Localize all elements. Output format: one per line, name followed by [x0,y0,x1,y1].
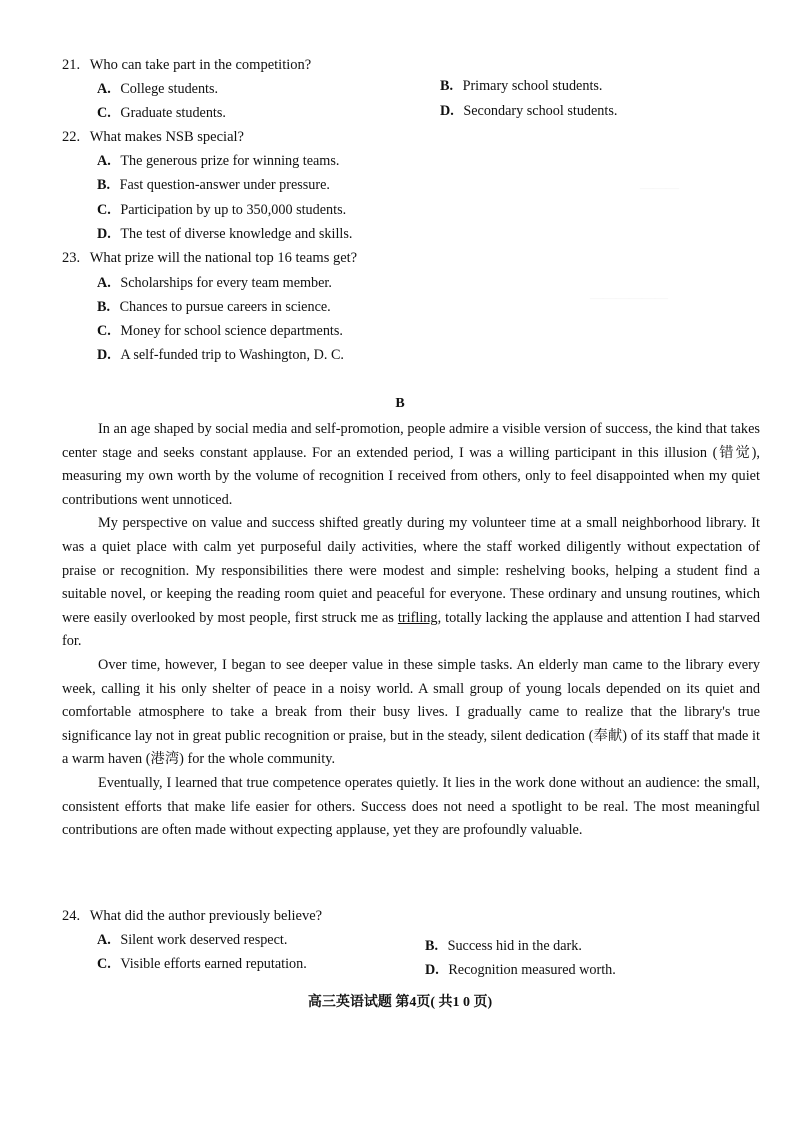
question-text: What prize will the national top 16 teams get? [89,250,358,266]
option-label: C. [97,202,111,218]
option-label: D. [97,347,111,363]
option-text: Visible efforts earned reputation. [120,956,307,972]
option-label: A. [97,932,111,948]
question-number: 24. [62,908,81,924]
option-b[interactable] [97,177,330,194]
option-text: The generous prize for winning teams. [120,153,340,169]
option-label: C. [97,956,111,972]
paragraph-text: My perspective on value and success shifted greatly during my volunteer time at a small neighborhood library. It was a quiet place with calm yet purposeful daily activities, where the staff worked diligently without expectation of praise or recognition. My responsibilities there were modest and simple: reshelving books, helping a student find a suitable novel, or keeping the reading room quiet and peaceful for everyone. These ordinary and unsung routines, which were easily overlooked by most people, first struck me as [62,515,760,626]
option-label: D. [425,962,439,978]
passage-paragraph: In an age shaped by social media and self-promotion, people admire a visible version of success, the kind that takes center stage and seeks constant applause. For an extended period, I was a willing participant in this illusion (错觉), measuring my own worth by the volume of recognition I received from others, only to feel disappointed when my quiet contributions went unnoticed. [62,421,760,508]
option-label: D. [440,103,454,119]
question-text: What did the author previously believe? [89,908,323,924]
option-label: C. [97,323,111,339]
option-text: Recognition measured worth. [448,962,616,978]
option-text: Chances to pursue careers in science. [119,299,331,315]
paragraph-text: , totally lacking the applause and attention I had starved for. [62,609,760,650]
option-a[interactable] [97,81,218,98]
option-text: Secondary school students. [463,103,618,119]
option-label: A. [97,153,111,169]
option-text: Silent work deserved respect. [120,932,288,948]
option-label: B. [440,78,454,94]
question-stem [62,129,244,146]
option-a[interactable] [97,932,287,949]
option-label: B. [97,299,111,315]
option-text: A self-funded trip to Washington, D. C. [120,347,344,363]
question-stem [62,250,357,267]
section-title: B [395,396,405,411]
option-text: Scholarships for every team member. [120,275,332,291]
option-d[interactable] [97,226,352,243]
option-b[interactable] [440,78,602,95]
option-c[interactable] [97,105,226,122]
option-c[interactable] [97,202,346,219]
option-b[interactable] [425,938,582,955]
reading-passage [62,418,760,843]
option-label: B. [97,177,111,193]
bleed-through-mark: ——— [640,180,679,195]
option-text: Participation by up to 350,000 students. [120,202,347,218]
option-a[interactable] [97,275,332,292]
question-stem [62,908,322,925]
option-b[interactable] [97,299,331,316]
option-d[interactable] [440,103,617,120]
option-label: C. [97,105,111,121]
question-stem [62,57,311,74]
underlined-word: trifling [397,609,438,626]
option-text: Primary school students. [462,78,603,94]
page-footer: 高三英语试题 第4页( 共1 0 页) [307,995,493,1010]
option-text: Fast question-answer under pressure. [119,177,330,193]
option-label: D. [97,226,111,242]
option-c[interactable] [97,956,307,973]
option-d[interactable] [425,962,616,979]
option-c[interactable] [97,323,343,340]
passage-paragraph: Over time, however, I began to see deeper value in these simple tasks. An elderly man came to the library every week, calling it his only shelter of peace in a noisy world. A small group of young locals depended on its quiet and comfortable atmosphere to take a break from their busy lives. I gradually came to realize that the library's true significance lay not in great public recognition or praise, but in the steady, silent dedication (奉献) of its staff that made it a warm haven (港湾) for the whole community. [62,656,760,768]
passage-paragraph [62,512,760,654]
question-text: What makes NSB special? [89,129,244,145]
option-text: College students. [120,81,219,97]
option-label: A. [97,81,111,97]
option-text: The test of diverse knowledge and skills. [120,226,353,242]
question-number: 23. [62,250,81,266]
option-label: B. [425,938,439,954]
bleed-through-mark: —————— [590,290,668,305]
option-label: A. [97,275,111,291]
option-a[interactable] [97,153,339,170]
option-text: Success hid in the dark. [447,938,582,954]
option-text: Money for school science departments. [120,323,343,339]
option-text: Graduate students. [120,105,226,121]
question-text: Who can take part in the competition? [89,57,312,73]
question-number: 21. [62,57,81,73]
option-d[interactable] [97,347,344,364]
question-number: 22. [62,129,81,145]
passage-paragraph: Eventually, I learned that true competence operates quietly. It lies in the work done without an audience: the small, consistent efforts that make life easier for others. Success does not need a spotlight to be real. The most meaningful contributions are often made without expecting applause, yet they are profoundly valuable. [62,774,760,839]
